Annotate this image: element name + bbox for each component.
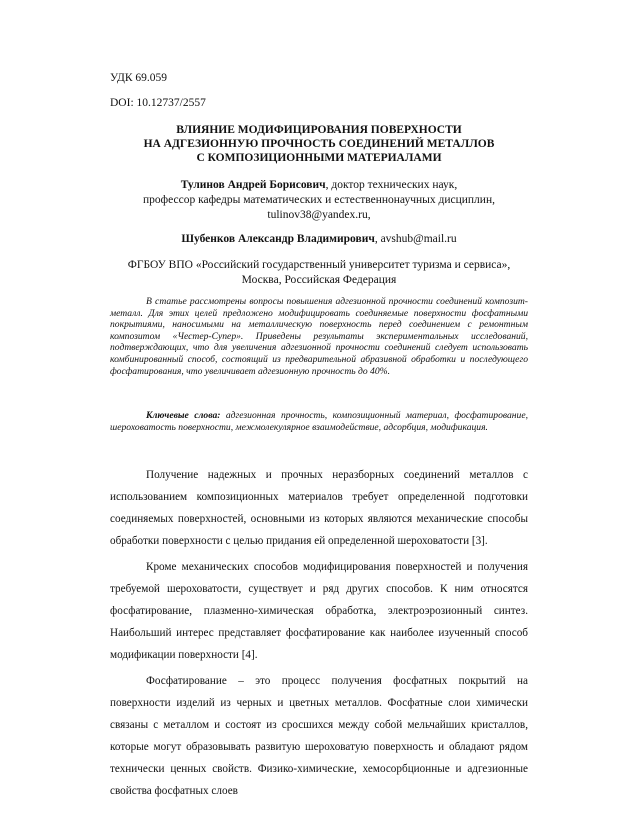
body-paragraph-1: Получение надежных и прочных неразборных соединений металлов с использованием композиционных материалов требует определенной подготовки соединяемых поверхностей, основными из которых являются механические способы обработки поверхности с целью придания ей определенной шероховатости [3]. <box>110 469 528 547</box>
udk-code: УДК 69.059 <box>110 72 167 84</box>
article-title: ВЛИЯНИЕ МОДИФИЦИРОВАНИЯ ПОВЕРХНОСТИ НА АДГЕЗИОННУЮ ПРОЧНОСТЬ СОЕДИНЕНИЙ МЕТАЛЛОВ С КОМПОЗИЦИОННЫМИ МАТЕРИАЛАМИ <box>143 124 495 164</box>
body-paragraph-3: Фосфатирование – это процесс получения фосфатных покрытий на поверхности изделий из черных и цветных металлов. Фосфатные слои химически связаны с металлом и состоят из сросшихся между собой мельчайших кристаллов, которые могут образовывать развитую шероховатую поверхность и обладают рядом технически ценных свойств. Физико-химические, хемосорбционные и адгезионные свойства фосфатных слоев <box>110 675 528 797</box>
article-body <box>110 464 528 806</box>
author-1-name: Тулинов Андрей Борисович <box>180 179 326 191</box>
author-1 <box>110 178 528 223</box>
keywords <box>110 410 528 433</box>
affiliation: ФГБОУ ВПО «Российский государственный университет туризма и сервиса», Москва, Российская Федерация <box>127 259 511 286</box>
doi: DOI: 10.12737/2557 <box>110 97 206 109</box>
abstract: В статье рассмотрены вопросы повышения адгезионной прочности соединений композит-металл. Для этих целей предложено модифицировать соединяемые поверхности фосфатными покрытиями, наносимыми на металлическую поверхность перед соединением с ремонтным композитом «Честер-Супер». Приведены результаты экспериментальных исследований, подтверждающих, что для увеличения адгезионной прочности соединений следует использовать комбинированный способ, состоящий из предварительной абразивной обработки и последующего фосфатирования, что увеличивает адгезионную прочность до 40%. <box>110 296 528 377</box>
keywords-label: Ключевые слова: <box>146 410 221 421</box>
author-2 <box>110 232 528 247</box>
body-paragraph-2: Кроме механических способов модифицирования поверхностей и получения требуемой шероховатости, существует и ряд других способов. К ним относятся фосфатирование, плазменно-химическая обработка, электроэрозионный синтез. Наибольший интерес представляет фосфатирование как наиболее изученный способ модификации поверхности [4]. <box>110 561 528 661</box>
author-2-name: Шубенков Александр Владимирович <box>181 233 375 245</box>
keywords-text: адгезионная прочность, композиционный материал, фосфатирование, шероховатость поверхности, межмолекулярное взаимодействие, адсорбция, модификация. <box>110 410 528 433</box>
author-2-email: , avshub@mail.ru <box>374 233 457 245</box>
author-1-details: , доктор технических наук, профессор кафедры математических и естественнонаучных дисциплин, tulinov38@yandex.ru, <box>143 179 495 221</box>
